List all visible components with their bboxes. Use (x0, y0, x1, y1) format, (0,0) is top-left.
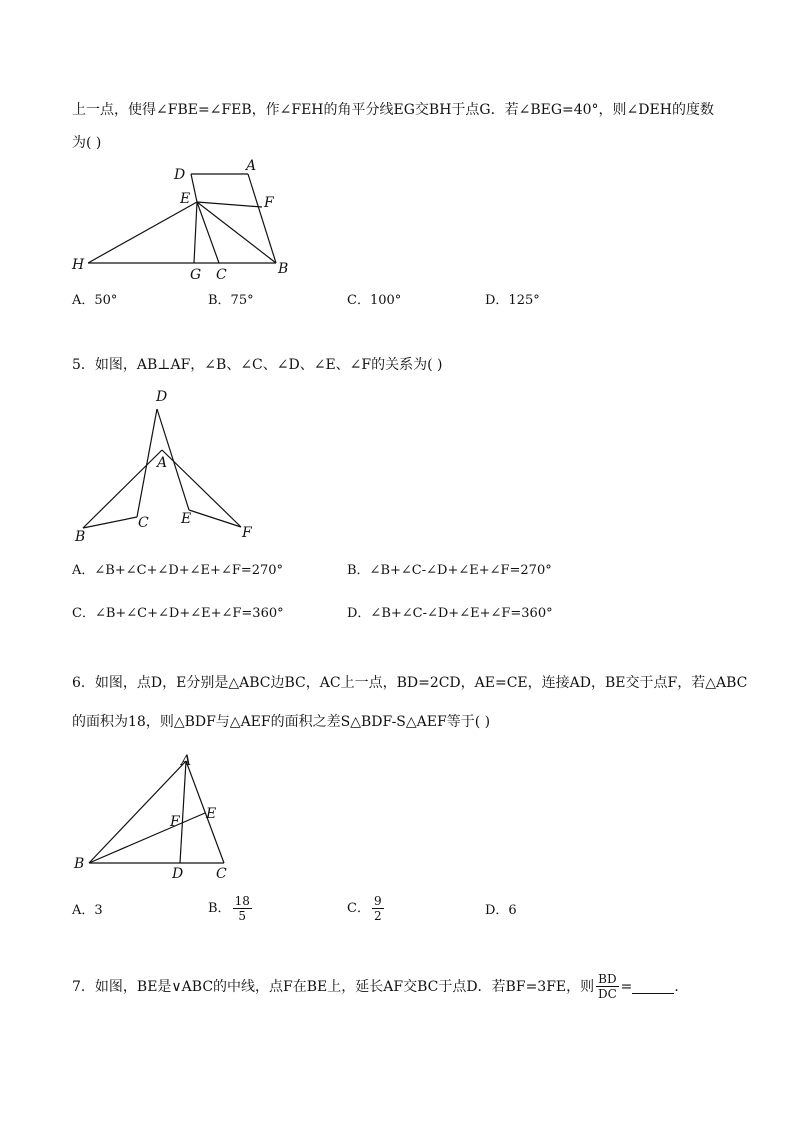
q7-answer-blank[interactable] (632, 979, 674, 994)
q6-figure (66, 748, 246, 883)
q5-label-C: C (138, 515, 149, 531)
q4-figure (66, 158, 306, 283)
q4-line-1: 上一点，使得∠FBE=∠FEB，作∠FEH的角平分线EG交BH于点G．若∠BEG=40°，则∠DEH的度数 (72, 102, 714, 118)
q6-label-B: B (74, 856, 85, 872)
q4-segment-AB (248, 174, 276, 263)
q6-option-c-numerator: 9 (373, 894, 382, 908)
q6-option-c-denominator: 2 (373, 909, 382, 923)
q6-label-D: D (172, 866, 184, 882)
q6-label-E: E (206, 806, 217, 822)
q4-option-b: B．75° (208, 293, 254, 308)
q6-option-c (347, 894, 386, 923)
q5-segment-BA (83, 450, 162, 528)
q6-segment-AC (186, 761, 224, 863)
q5-option-d: D．∠B+∠C-∠D+∠E+∠F=360° (347, 606, 553, 621)
q4-label-H: H (72, 257, 85, 273)
q6-label-A: A (181, 753, 192, 769)
q5-label-E: E (181, 511, 192, 527)
q6-option-b-prefix: B． (208, 901, 231, 916)
q5-option-a: A．∠B+∠C+∠D+∠E+∠F=270° (72, 563, 284, 578)
q5-option-c: C．∠B+∠C+∠D+∠E+∠F=360° (72, 606, 284, 621)
q7-fraction (596, 972, 618, 1001)
q6-option-b-fraction (233, 894, 252, 923)
q7-fraction-numerator: BD (598, 972, 617, 986)
q6-option-b-denominator: 5 (238, 909, 247, 923)
q4-segment-HE (88, 202, 197, 263)
q6-line-2: 的面积为18，则△BDF与△AEF的面积之差S△BDF-S△AEF等于( ) (72, 714, 491, 730)
q4-option-a: A．50° (72, 293, 118, 308)
q6-option-b (208, 894, 254, 923)
q7-equals: = (620, 978, 633, 995)
q6-option-a: A．3 (72, 903, 103, 918)
q6-segment-BE (89, 813, 205, 863)
q4-label-G: G (190, 267, 202, 283)
q6-segment-BA (89, 761, 186, 863)
q5-figure (66, 386, 266, 546)
q7-fraction-denominator: DC (597, 987, 617, 1001)
q4-option-c: C．100° (347, 293, 402, 308)
q5-segment-CD (137, 409, 157, 517)
q4-label-A: A (246, 158, 257, 174)
q5-label-B: B (75, 529, 86, 545)
q5-segment-BC (83, 517, 137, 528)
q4-option-d: D．125° (485, 293, 540, 308)
q4-segment-EG (194, 202, 197, 263)
q4-segment-EB (197, 202, 276, 263)
q6-option-d: D．6 (485, 903, 517, 918)
q5-label-A: A (157, 455, 168, 471)
q4-line-2: 为( ) (72, 135, 102, 151)
q7-line (72, 972, 688, 1001)
q5-label-D: D (156, 389, 168, 405)
q7-end: ． (674, 978, 689, 995)
q5-line-1: 5．如图，AB⊥AF，∠B、∠C、∠D、∠E、∠F的关系为( ) (72, 357, 443, 373)
q5-segment-EF (189, 510, 241, 527)
q6-segment-AD (180, 761, 186, 863)
q4-label-E: E (180, 191, 191, 207)
q4-label-D: D (174, 167, 186, 183)
q7-text: 7．如图，BE是∨ABC的中线，点F在BE上，延长AF交BC于点D．若BF=3FE，则 (72, 978, 595, 995)
q4-label-C: C (216, 267, 227, 283)
q6-option-c-fraction (372, 894, 384, 923)
q6-label-C: C (216, 866, 227, 882)
q6-label-F: F (170, 814, 180, 830)
q4-segment-DE (191, 174, 197, 202)
q4-label-F: F (264, 195, 274, 211)
q6-option-b-numerator: 18 (234, 894, 250, 908)
q6-line-1: 6．如图，点D，E分别是△ABC边BC，AC上一点，BD=2CD，AE=CE，连接AD，BE交于点F，若△ABC (72, 675, 748, 691)
q5-label-F: F (242, 525, 252, 541)
q5-option-b: B．∠B+∠C-∠D+∠E+∠F=270° (347, 563, 552, 578)
q4-label-B: B (278, 261, 289, 277)
q6-option-c-prefix: C． (347, 901, 370, 916)
q4-segment-EF (197, 202, 262, 207)
